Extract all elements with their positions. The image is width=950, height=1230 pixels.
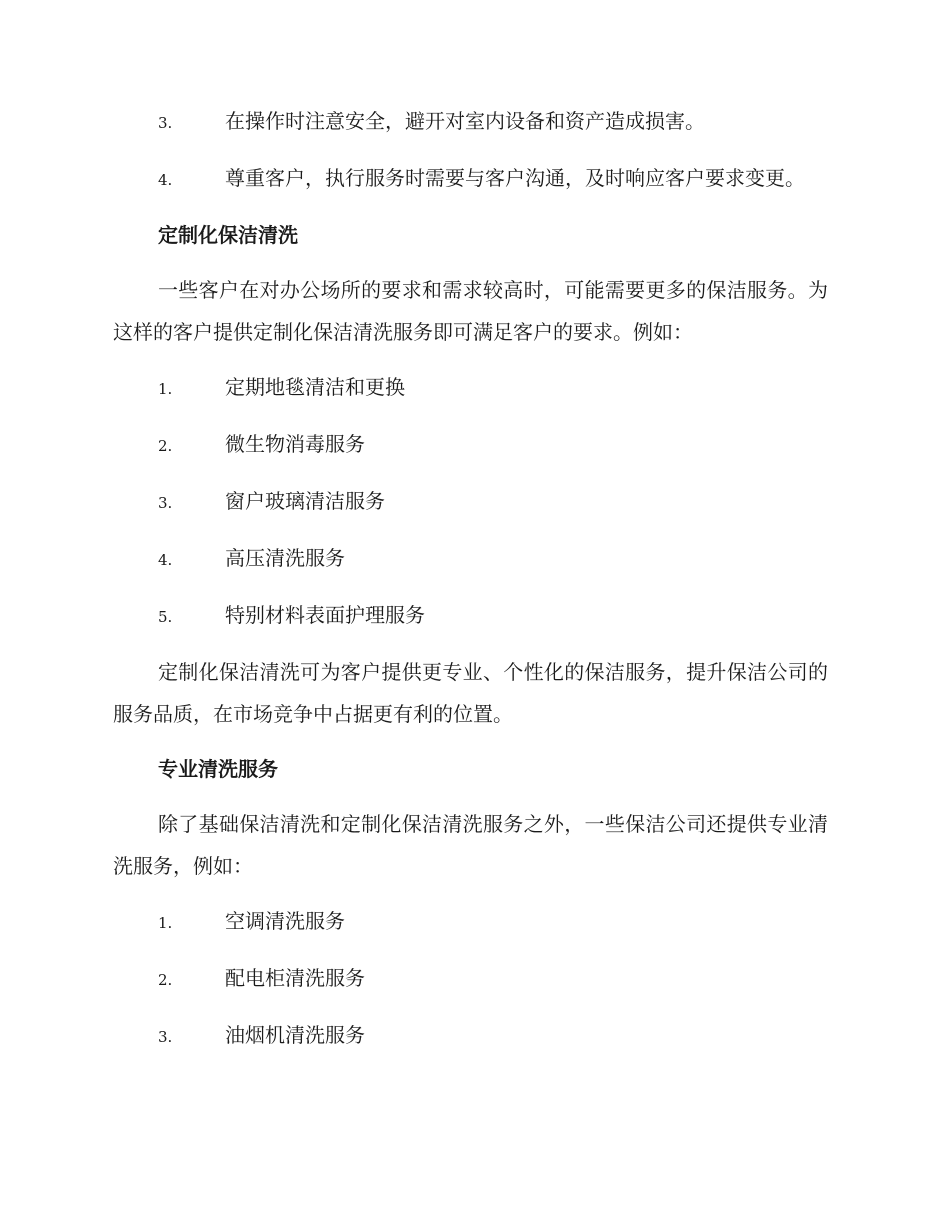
list-item (113, 480, 828, 524)
section-intro-paragraph: 一些客户在对办公场所的要求和需求较高时，可能需要更多的保洁服务。为这样的客户提供定制化保洁清洗服务即可满足客户的要求。例如： (113, 278, 828, 344)
list-number: 1. (158, 914, 173, 932)
list-text: 空调清洗服务 (225, 909, 345, 933)
list-text: 在操作时注意安全，避开对室内设备和资产造成损害。 (225, 109, 705, 133)
list-item (113, 957, 828, 1001)
list-text: 配电柜清洗服务 (225, 966, 365, 990)
list-text: 微生物消毒服务 (225, 432, 365, 456)
list-item (113, 157, 828, 201)
section-heading-customized-cleaning: 定制化保洁清洗 (158, 223, 298, 247)
list-text: 高压清洗服务 (225, 546, 345, 570)
list-text: 尊重客户，执行服务时需要与客户沟通，及时响应客户要求变更。 (225, 166, 805, 190)
document-page (113, 100, 828, 1071)
list-item (113, 537, 828, 581)
list-number: 3. (158, 494, 173, 512)
list-number: 3. (158, 1028, 173, 1046)
list-text: 窗户玻璃清洁服务 (225, 489, 385, 513)
list-number: 1. (158, 380, 173, 398)
list-item (113, 594, 828, 638)
list-number: 2. (158, 437, 173, 455)
list-text: 油烟机清洗服务 (225, 1023, 365, 1047)
section-conclusion-paragraph: 定制化保洁清洗可为客户提供更专业、个性化的保洁服务，提升保洁公司的服务品质，在市场竞争中占据更有利的位置。 (113, 660, 828, 726)
list-text: 定期地毯清洁和更换 (225, 375, 405, 399)
list-number: 5. (158, 608, 173, 626)
list-number: 3. (158, 114, 173, 132)
section-intro-paragraph: 除了基础保洁清洗和定制化保洁清洗服务之外，一些保洁公司还提供专业清洗服务，例如： (113, 812, 828, 878)
list-item (113, 100, 828, 144)
list-item (113, 423, 828, 467)
list-number: 4. (158, 171, 173, 189)
list-text: 特别材料表面护理服务 (225, 603, 425, 627)
list-item (113, 366, 828, 410)
list-item (113, 1014, 828, 1058)
section-heading-professional-cleaning: 专业清洗服务 (158, 757, 278, 781)
list-number: 2. (158, 971, 173, 989)
list-number: 4. (158, 551, 173, 569)
list-item (113, 900, 828, 944)
